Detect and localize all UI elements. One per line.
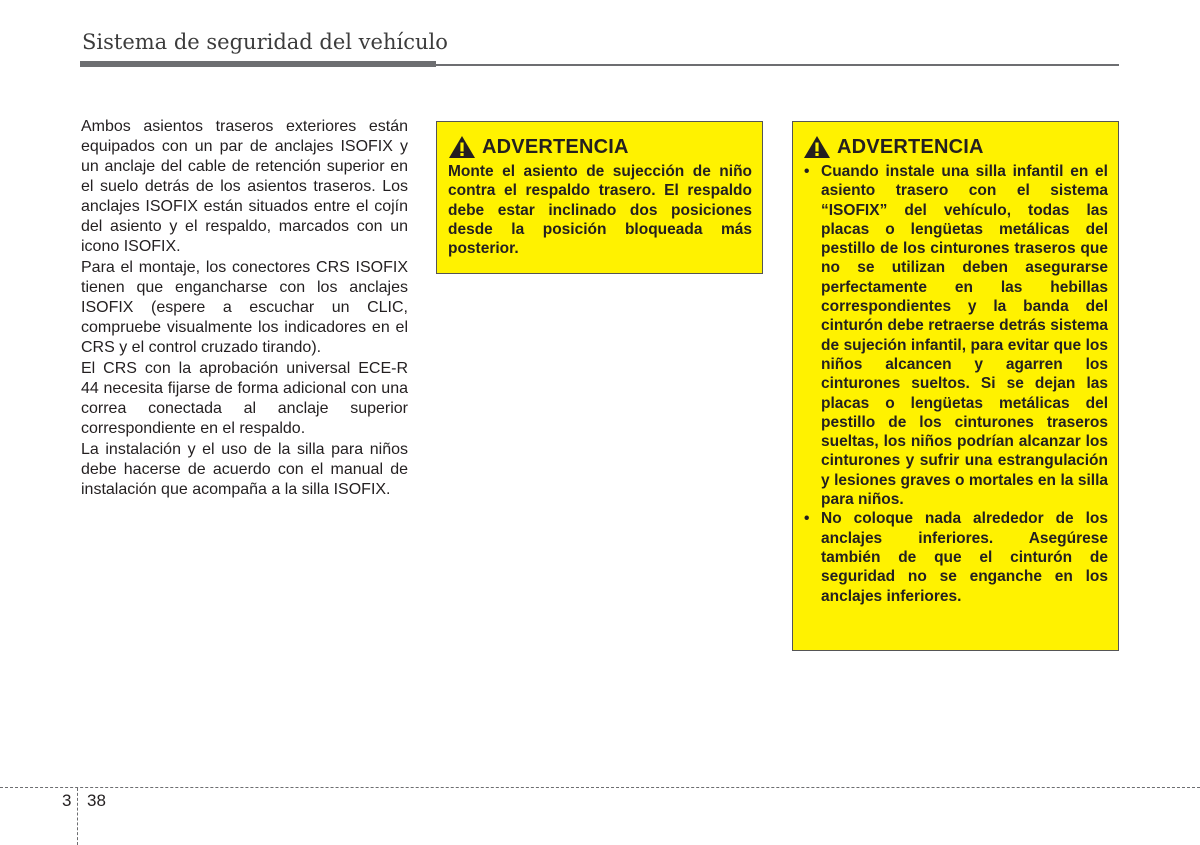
warning-item-text: No coloque nada alrededor de los anclajes inferiores. Asegúrese también de que el cinturón de seguridad no se enganche en los anclajes inferiores. xyxy=(821,510,1108,605)
footer-dashed-divider xyxy=(77,788,78,845)
warning-triangle-icon xyxy=(448,135,476,159)
header-rule-thin xyxy=(436,64,1119,66)
warning-heading xyxy=(803,132,1108,162)
warning-list xyxy=(803,162,1108,606)
warning-title: ADVERTENCIA xyxy=(482,135,629,158)
chapter-number: 3 xyxy=(62,791,72,810)
warning-list-item xyxy=(803,509,1108,605)
warning-triangle-icon xyxy=(803,135,831,159)
warning-heading xyxy=(448,132,752,162)
body-paragraph: Ambos asientos traseros exteriores están equipados con un par de anclajes ISOFIX y un anclaje del cable de retención superior en el suelo detrás de los asientos traseros. Los anclajes ISOFIX están situados entre el cojín del asiento y el respaldo, marcados con un icono ISOFIX. xyxy=(81,118,408,255)
header-rule-thick xyxy=(80,61,436,67)
bullet-icon: • xyxy=(804,510,810,528)
page-number: 38 xyxy=(87,791,106,810)
warning-box-seat-position xyxy=(436,121,763,274)
body-text-column xyxy=(81,117,408,501)
warning-item-text: Cuando instale una silla infantil en el asiento trasero con el sistema “ISOFIX” del vehículo, todas las placas o lengüetas metálicas del pestillo de los cinturones traseros que no se utilizan deben asegurarse perfectamente en las hebillas correspondientes y la banda del cinturón debe retraerse detrás sistema de sujeción infantil, para evitar que los niños alcancen y agarren los cinturones sueltos. Si se dejan las placas o lengüetas metálicas del pestillo de los cinturones traseros sueltas, los niños podrían alcanzar los cinturones y sufrir una estrangulación y lesiones graves o mortales en la silla para niños. xyxy=(821,163,1108,509)
warning-box-isofix xyxy=(792,121,1119,651)
bullet-icon: • xyxy=(804,163,810,180)
body-paragraph: El CRS con la aprobación universal ECE-R 44 necesita fijarse de forma adicional con una correa conectada al anclaje superior correspondiente en el respaldo. xyxy=(81,360,408,437)
warning-list-item xyxy=(803,162,1108,509)
body-paragraph: Para el montaje, los conectores CRS ISOFIX tienen que engancharse con los anclajes ISOFIX (espere a escuchar un CLIC, compruebe visualmente los indicadores en el CRS y el control cruzado tirando). xyxy=(81,259,408,356)
body-paragraph: La instalación y el uso de la silla para niños debe hacerse de acuerdo con el manual de instalación que acompaña a la silla ISOFIX. xyxy=(81,441,408,498)
page-header-title: Sistema de seguridad del vehículo xyxy=(82,30,448,54)
footer-dashed-rule xyxy=(0,787,1200,788)
warning-title: ADVERTENCIA xyxy=(837,135,984,158)
warning-text: Monte el asiento de sujección de niño contra el respaldo trasero. El respaldo debe estar inclinado dos posiciones desde la posición bloqueada más posterior. xyxy=(448,163,752,258)
